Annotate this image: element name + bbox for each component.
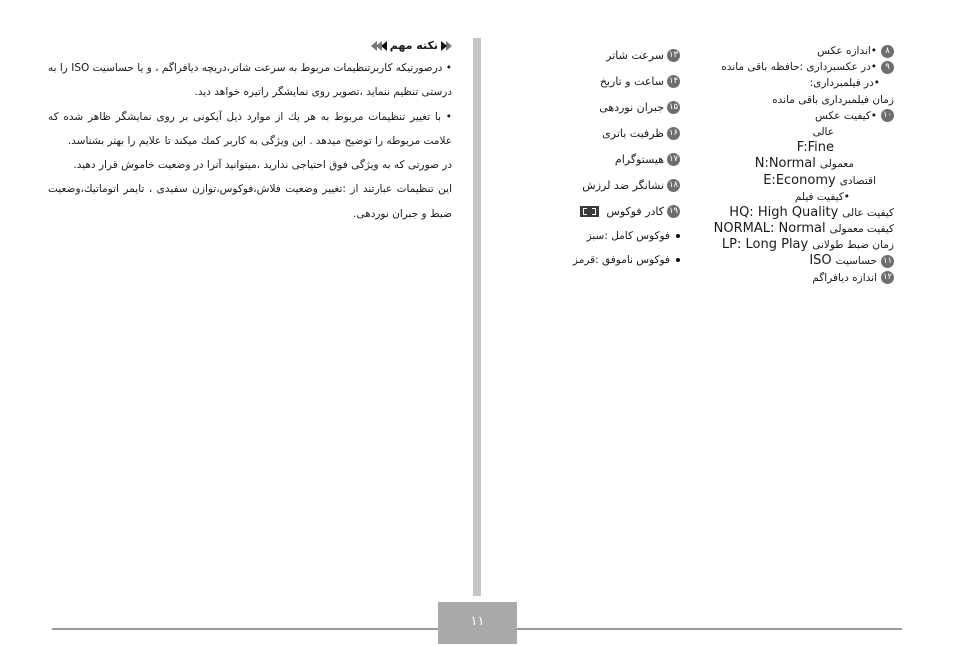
number-badge: ۱۴ [668, 75, 679, 86]
note-bullet-1: • درصورتیکه کاربرتنظیمات مربوط به سرعت شاتر،دریچه دیافراگم ، و یا حساسیت ISO را به درستی تنظیم ننماید ،تصویر روی نمایشگر راتیره خواهد دید. [48, 62, 452, 99]
note-bullet-2: • با تغییر تنظیمات مربوط به هر یك از موارد ذیل آیکونی بر روی نمایشگر ظاهر شده که علامت مربوطه را توضیح میدهد . این ویژگی به کاربر کمك میکند تا علایم را بهتر بشناسد. [48, 110, 452, 147]
legend-line-video-remaining [690, 92, 894, 108]
legend-item-11 [690, 253, 894, 269]
legend-label: سرعت شاتر [606, 48, 664, 62]
legend-sub-label: فوکوس کامل :سبز [586, 230, 670, 242]
legend-item-17 [520, 146, 680, 172]
legend-label: ظرفیت باتری [602, 126, 664, 140]
legend-item-14 [520, 68, 680, 94]
note-title-text: نکته مهم [389, 39, 438, 52]
legend-label: هیستوگرام [614, 152, 664, 166]
note-paragraph-4: این تنظیمات عبارتند از :تغییر وضعیت فلاش،فوکوس،توازن سفیدی ، تایمر اتوماتیك،وضعیت ضبط و جبران نوردهی. [48, 183, 452, 220]
legend-subitem-focus-ok [520, 224, 680, 248]
legend-line-normal-video [690, 221, 894, 237]
legend-item-18 [520, 172, 680, 198]
number-badge: ۱۹ [668, 205, 679, 216]
legend-item-13 [520, 42, 680, 68]
note-paragraph-3: در صورتی که به ویژگی فوق احتیاجی ندارید ،میتوانید آنرا در وضعیت خاموش قرار دهید. [73, 159, 452, 172]
legend-item-15 [520, 94, 680, 120]
column-divider [473, 38, 481, 596]
legend-label: •کیفیت عکس [815, 109, 877, 122]
legend-label-en: LP: Long Play [721, 237, 809, 253]
legend-line-lp [690, 237, 894, 253]
page-number: ۱۱ [438, 602, 517, 644]
number-badge: ۱۳ [668, 49, 679, 60]
legend-item-10 [690, 108, 894, 124]
arrow-left-icon [371, 41, 386, 51]
legend-label: زمان فیلمبرداری باقی مانده [772, 93, 894, 106]
legend-label: کیفیت معمولی [829, 223, 894, 236]
legend-line-video [690, 75, 894, 91]
legend-label-en: ISO [809, 253, 832, 269]
legend-label-en: E:Economy [763, 172, 836, 188]
number-badge: ۱۰ [882, 110, 893, 121]
legend-label: اقتصادی [839, 174, 876, 187]
legend-item-16 [520, 120, 680, 146]
number-badge: ۱۱ [882, 256, 893, 267]
important-note-section [48, 36, 452, 226]
legend-label-en: NORMAL: Normal [713, 221, 826, 237]
legend-label: ساعت و تاریخ [599, 74, 664, 88]
legend-line-economy [690, 173, 894, 189]
legend-item-12 [690, 270, 894, 286]
number-badge: ۱۷ [668, 153, 679, 164]
bullet-icon [676, 258, 680, 262]
legend-label: معمولی [819, 158, 854, 171]
legend-label: زمان ضبط طولانی [812, 239, 894, 252]
legend-item-9 [690, 59, 894, 75]
legend-subitem-focus-fail [520, 248, 680, 272]
legend-label: •در عکسبرداری :حافظه باقی مانده [721, 61, 877, 74]
legend-label: F:Fine [796, 140, 834, 156]
legend-sub-label: فوکوس ناموفق :قرمز [572, 254, 670, 266]
number-badge: ۱۶ [668, 127, 679, 138]
legend-line-normal [690, 156, 894, 172]
legend-label: •در فیلمبرداری: [809, 77, 880, 90]
legend-label-en: N:Normal [754, 156, 816, 172]
legend-label: عالی [812, 125, 834, 138]
legend-item-8 [690, 43, 894, 59]
legend-line-fine-en [690, 140, 894, 156]
legend-label: کیفیت عالی [842, 206, 894, 219]
number-badge: ۹ [881, 61, 894, 74]
legend-item-19 [520, 198, 680, 224]
bullet-icon [676, 234, 680, 238]
legend-label: •کیفیت فیلم [794, 190, 850, 203]
legend-line-fine-fa [690, 124, 894, 140]
number-badge: ۸ [881, 45, 894, 58]
legend-label: اندازه دیافراگم [812, 271, 877, 284]
legend-label: حساسیت [835, 255, 877, 268]
note-title [48, 36, 452, 56]
legend-right-column [690, 43, 894, 286]
legend-label: جبران نوردهی [599, 100, 664, 114]
legend-label: کادر فوکوس [606, 204, 664, 218]
legend-line-hq [690, 205, 894, 221]
number-badge: ۱۲ [882, 272, 893, 283]
legend-line-video-quality [690, 189, 894, 205]
arrow-right-icon [442, 41, 452, 51]
legend-label-en: HQ: High Quality [729, 204, 839, 220]
number-badge: ۱۵ [668, 101, 679, 112]
legend-label: نشانگر ضد لرزش [582, 178, 664, 192]
focus-frame-icon [580, 206, 599, 217]
legend-label: •اندازه عکس [817, 45, 877, 57]
legend-middle-column [520, 42, 680, 272]
number-badge: ۱۸ [668, 179, 679, 190]
